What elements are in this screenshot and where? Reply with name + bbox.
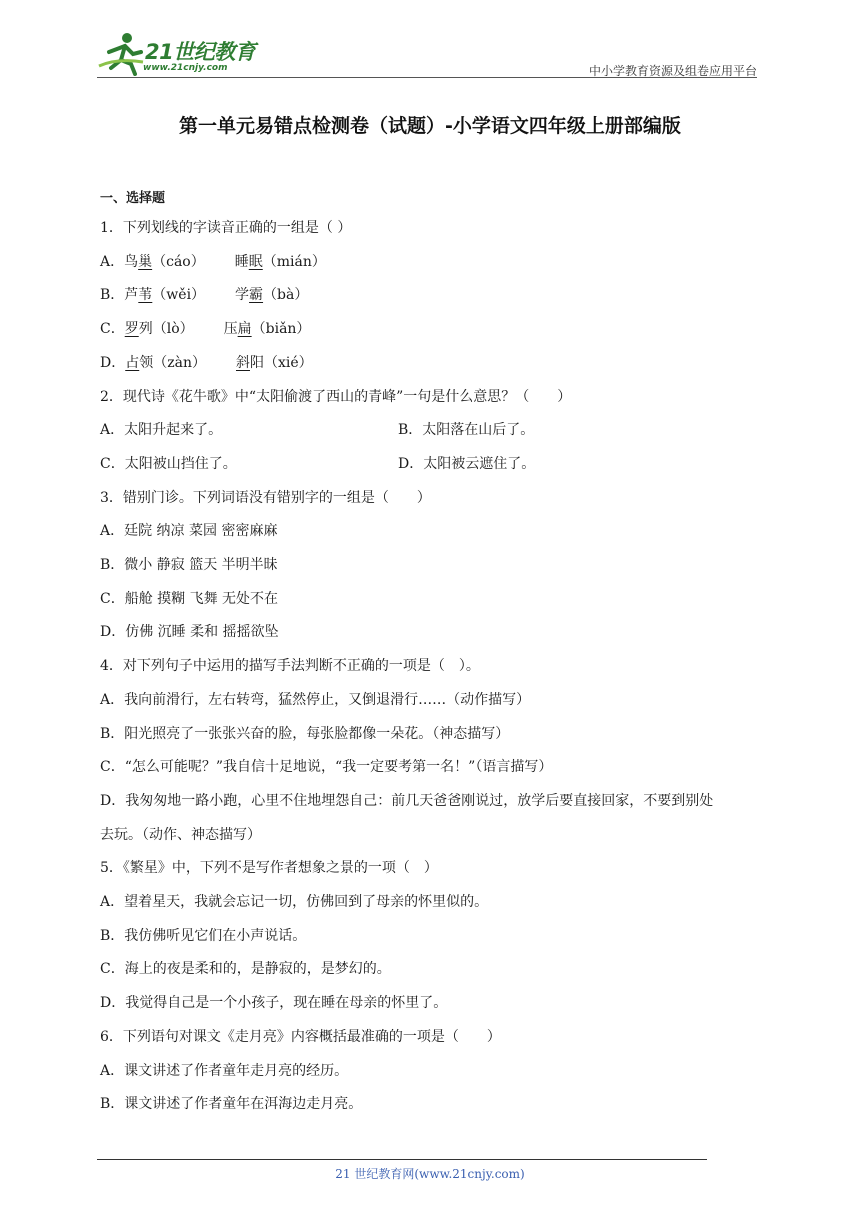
page-header (97, 30, 757, 78)
question-1-stem: 1．下列划线的字读音正确的一组是（ ） (100, 220, 352, 236)
question-3-stem: 3．错别门诊。下列词语没有错别字的一组是（ ） (100, 489, 431, 506)
question-4-option-d: D．我匆匆地一路小跑，心里不住地埋怨自己：前几天爸爸刚说过，放学后要直接回家，不要到别处 (100, 792, 714, 809)
question-1-option-d: D．占领（zàn） 斜阳（xié） (100, 354, 313, 371)
platform-label: 中小学教育资源及组卷应用平台 (588, 64, 757, 78)
question-3-option-d: D．仿佛 沉睡 柔和 摇摇欲坠 (100, 624, 279, 641)
page-title: 第一单元易错点检测卷（试题）-小学语文四年级上册部编版 (179, 115, 681, 137)
question-5-option-d: D．我觉得自己是一个小孩子，现在睡在母亲的怀里了。 (100, 995, 448, 1012)
question-2-option-a: A．太阳升起来了。 (100, 422, 223, 439)
runner-logo-icon (97, 30, 145, 76)
question-3-option-b: B．微小 静寂 篮天 半明半昧 (100, 557, 278, 574)
question-2-option-d: D．太阳被云遮住了。 (398, 455, 536, 472)
question-1-option-b: B．芦苇（wěi） 学霸（bà） (100, 287, 309, 304)
question-2-option-c: C．太阳被山挡住了。 (100, 455, 237, 472)
section-heading: 一、选择题 (100, 191, 166, 206)
question-4-option-d-cont: 去玩。（动作、神态描写） (100, 826, 261, 843)
question-5-option-c: C．海上的夜是柔和的，是静寂的，是梦幻的。 (100, 961, 391, 978)
question-4-option-c: C．“怎么可能呢？”我自信十足地说，“我一定要考第一名！”（语言描写） (100, 759, 553, 776)
question-2-row-1 (100, 414, 780, 448)
exam-content (100, 186, 780, 1122)
question-2-stem: 2．现代诗《花牛歌》中“太阳偷渡了西山的青峰”一句是什么意思？（ ） (100, 388, 572, 405)
question-5-option-a: A．望着星天，我就会忘记一切，仿佛回到了母亲的怀里似的。 (100, 894, 489, 911)
question-4-stem: 4．对下列句子中运用的描写手法判断不正确的一项是（ ）。 (100, 658, 480, 675)
question-6-option-b: B．课文讲述了作者童年在洱海边走月亮。 (100, 1096, 363, 1113)
page-footer[interactable]: 21 世纪教育网(www.21cnjy.com) (335, 1167, 525, 1181)
question-1-option-a: A．鸟巢（cáo） 睡眠（mián） (100, 253, 326, 270)
question-6-option-a: A．课文讲述了作者童年走月亮的经历。 (100, 1062, 349, 1079)
question-2-option-b: B．太阳落在山后了。 (398, 422, 535, 439)
question-2-row-2 (100, 448, 780, 482)
question-3-option-c: C．船舱 摸糊 飞舞 无处不在 (100, 590, 279, 607)
header-divider (97, 77, 757, 78)
question-5-option-b: B．我仿佛听见它们在小声说话。 (100, 927, 307, 944)
question-4-option-b: B．阳光照亮了一张张兴奋的脸，每张脸都像一朵花。（神态描写） (100, 725, 510, 742)
logo-text: 21世纪教育 (145, 40, 256, 64)
question-3-option-a: A．廷院 纳凉 菜园 密密麻麻 (100, 523, 278, 540)
question-1-option-c: C．罗列（lò） 压扁（biǎn） (100, 321, 311, 338)
site-logo (97, 30, 267, 76)
logo-url: www.21cnjy.com (143, 63, 228, 73)
question-5-stem: 5．《繁星》中，下列不是写作者想象之景的一项（ ） (100, 860, 438, 877)
question-4-option-a: A．我向前滑行，左右转弯，猛然停止，又倒退滑行……（动作描写） (100, 691, 531, 708)
footer-divider (97, 1159, 707, 1160)
question-6-stem: 6．下列语句对课文《走月亮》内容概括最准确的一项是（ ） (100, 1028, 501, 1045)
